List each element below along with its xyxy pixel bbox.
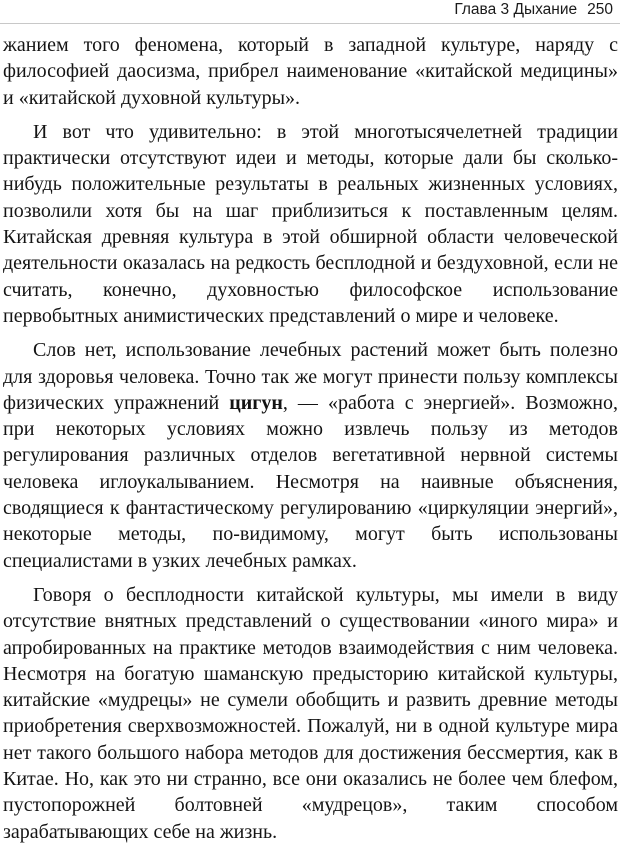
paragraph-text: Слов нет, использование лечебных растений может быть полезно для здоровья человека. Точно так же могут принести пользу комплексы физических упражнений: [3, 339, 618, 414]
header-divider: [0, 23, 620, 24]
page-number: 250: [587, 1, 613, 18]
paragraph: Говоря о бесплодности китайской культуры, мы имели в виду отсутствие внятных представлений о существовании «иного мира» и апробированных на практике методов взаимодействия с ним человека. Несмотря на богатую шаманскую предысторию китайской культуры, китайские «мудрецы» не сумели обобщить и развить древние методы приобретения сверхвозможностей. Пожалуй, ни в одной культуре мира нет такого большого набора методов для достижения бессмертия, как в Китае. Но, как это ни странно, все они оказались не более чем блефом, пустопорожней болтовней «мудрецов», таким способом зарабатывающих себе на жизнь.: [3, 583, 618, 843]
paragraph: [3, 337, 618, 574]
running-header: [454, 0, 613, 22]
chapter-title: Глава 3 Дыхание: [454, 1, 578, 18]
bold-term: цигун: [229, 391, 283, 414]
paragraph-text: , — «работа с энергией». Возможно, при некоторых условиях можно извлечь пользу из методов регулирования различных отделов вегетативной нервной системы человека иглоукалыванием. Несмотря на наивные объяснения, сводящиеся к фантастическому регулированию «циркуляции энергий», некоторые методы, по-видимому, могут быть использованы специалистами в узких лечебных рамках.: [3, 391, 618, 572]
body-text: [3, 32, 618, 845]
paragraph-continuation: жанием того феномена, который в западной культуре, наряду с философией даосизма, прибрел наименование «китайской медицины» и «китайской духовной культуры».: [3, 34, 618, 109]
paragraph: И вот что удивительно: в этой многотысячелетней традиции практически отсутствуют идеи и методы, которые дали бы сколько-нибудь положительные результаты в реальных жизненных условиях, позволили хотя бы на шаг приблизиться к поставленным целям. Китайская древняя культура в этой обширной области человеческой деятельности оказалась на редкость бесплодной и бездуховной, если не считать, конечно, духовностью философское использование первобытных анимистических представлений о мире и человеке.: [3, 120, 618, 327]
